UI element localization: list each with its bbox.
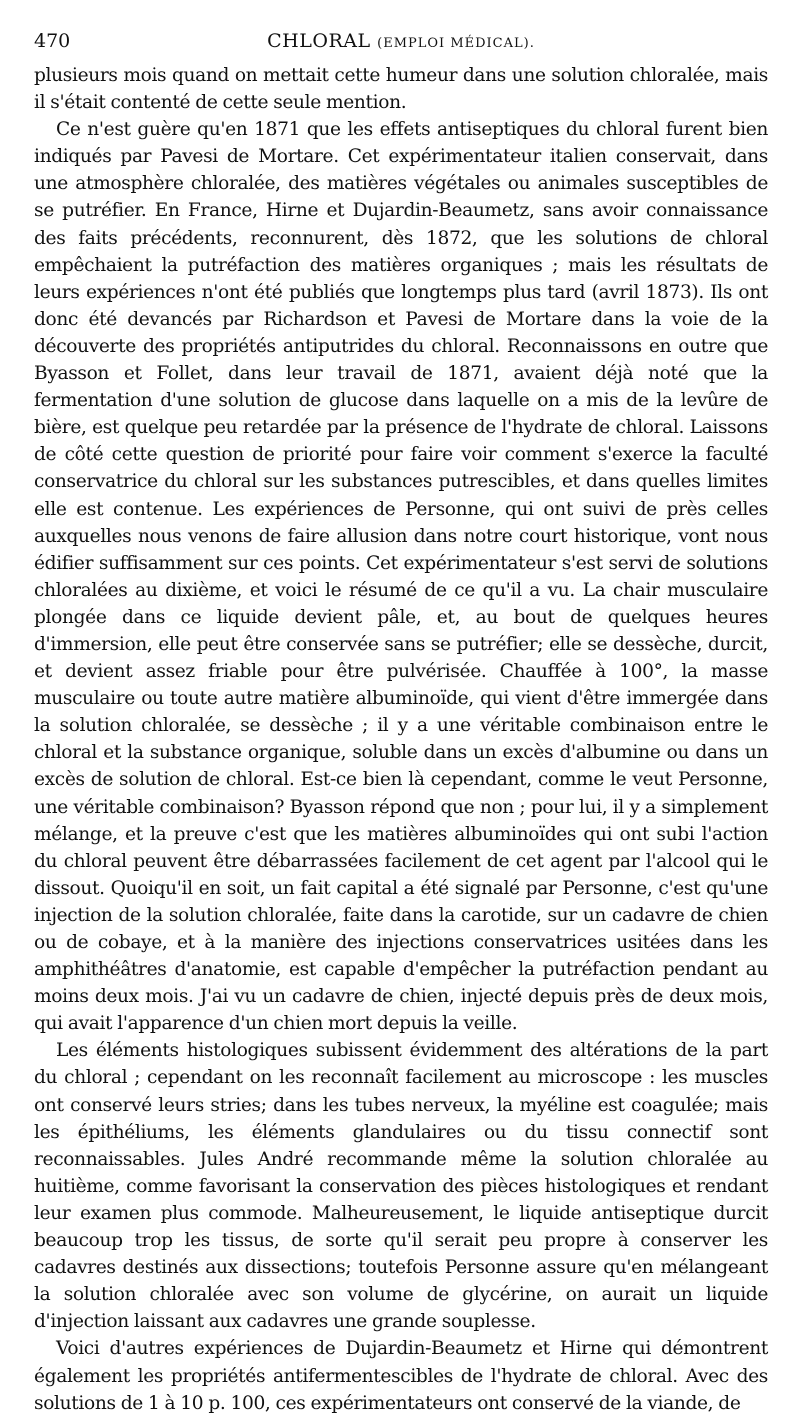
page-header: [34, 26, 768, 56]
running-head-subtitle: (EMPLOI MÉDICAL).: [377, 36, 535, 51]
running-head: [34, 26, 768, 59]
paragraph-antiseptic-history: Ce n'est guère qu'en 1871 que les effets antiseptiques du chloral furent bien indiqués par Pavesi de Mortare. Cet expérimentateur italien conservait, dans une atmosphère chloralée, des matières végétales ou animales susceptibles de se putréfier. En France, Hirne et Dujardin-Beaumetz, sans avoir connaissance des faits précédents, reconnurent, dès 1872, que les solutions de chloral empêchaient la putréfaction des matières organiques ; mais les résultats de leurs expériences n'ont été publiés que longtemps plus tard (avril 1873). Ils ont donc été devancés par Richardson et Pavesi de Mortare dans la voie de la découverte des propriétés antiputrides du chloral. Reconnaissons en outre que Byasson et Follet, dans leur travail de 1871, avaient déjà noté que la fermentation d'une solution de glucose dans laquelle on a mis de la levûre de bière, est quelque peu retardée par la présence de l'hydrate de chloral. Laissons de côté cette question de priorité pour faire voir comment s'exerce la faculté conservatrice du chloral sur les substances putrescibles, et dans quelles limites elle est contenue. Les expériences de Personne, qui ont suivi de près celles auxquelles nous venons de faire allusion dans notre court historique, vont nous édifier suffisamment sur ces points. Cet expérimentateur s'est servi de solutions chloralées au dixième, et voici le résumé de ce qu'il a vu. La chair musculaire plongée dans ce liquide devient pâle, et, au bout de quelques heures d'immersion, elle peut être conservée sans se putréfier; elle se dessèche, durcit, et devient assez friable pour être pulvérisée. Chauffée à 100°, la masse musculaire ou toute autre matière albuminoïde, qui vient d'être immergée dans la solution chloralée, se dessèche ; il y a une véritable combinaison entre le chloral et la substance organique, soluble dans un excès d'albumine ou dans un excès de solution de chloral. Est-ce bien là cependant, comme le veut Personne, une véritable combinaison? Byasson répond que non ; pour lui, il y a simplement mélange, et la preuve c'est que les matières albuminoïdes qui ont subi l'action du chloral peuvent être débarrassées facilement de cet agent par l'alcool qui le dissout. Quoiqu'il en soit, un fait capital a été signalé par Personne, c'est qu'une injection de la solution chloralée, faite dans la carotide, sur un cadavre de chien ou de cobaye, et à la manière des injections conservatrices usitées dans les amphithéâtres d'anatomie, est capable d'empêcher la putréfaction pendant au moins deux mois. J'ai vu un cadavre de chien, injecté depuis près de deux mois, qui avait l'apparence d'un chien mort depuis la veille.: [34, 119, 768, 1035]
document-page: [34, 26, 768, 1417]
running-head-title: CHLORAL: [267, 30, 371, 52]
paragraph-other-experiments: Voici d'autres expériences de Dujardin-Beaumetz et Hirne qui démontrent également les propriétés antifermentescibles de l'hydrate de chloral. Avec des solutions de 1 à 10 p. 100, ces expérimentateurs ont conservé de la viande, de: [34, 1338, 768, 1414]
paragraph-continuation: plusieurs mois quand on mettait cette humeur dans une solution chloralée, mais il s'était contenté de cette seule mention.: [34, 65, 768, 114]
page-number: 470: [34, 30, 71, 52]
paragraph-histology: Les éléments histologiques subissent évidemment des altérations de la part du chloral ; cependant on les reconnaît facilement au microscope : les muscles ont conservé leurs stries; dans les tubes nerveux, la myéline est coagulée; mais les épithéliums, les éléments glandulaires ou du tissu connectif sont reconnaissables. Jules André recommande même la solution chloralée au huitième, comme favorisant la conservation des pièces histologiques et rendant leur examen plus commode. Malheureusement, le liquide antiseptique durcit beaucoup trop les tissus, de sorte qu'il serait peu propre à conserver les cadavres destinés aux dissections; toutefois Personne assure qu'en mélangeant la solution chloralée avec son volume de glycérine, on aurait un liquide d'injection laissant aux cadavres une grande souplesse.: [34, 1040, 768, 1333]
body-text: [34, 62, 768, 1417]
